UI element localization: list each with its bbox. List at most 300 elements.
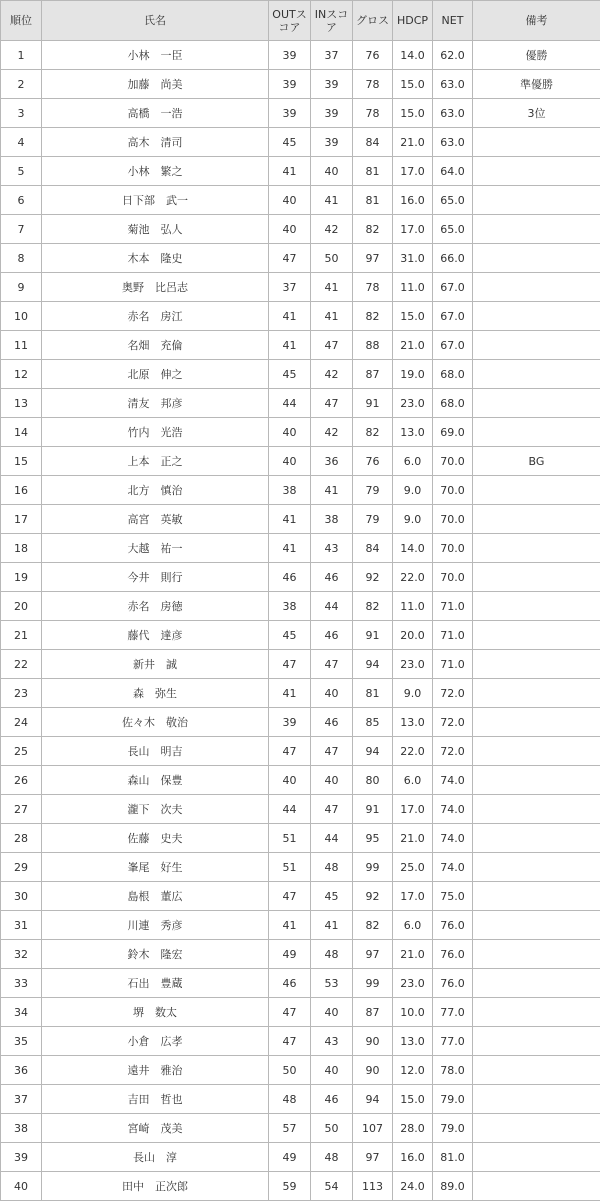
cell-name: 吉田 哲也: [42, 1085, 269, 1114]
cell-rank: 2: [1, 70, 42, 99]
cell-net: 76.0: [433, 940, 473, 969]
cell-out-score: 38: [269, 476, 311, 505]
cell-in-score: 43: [311, 534, 353, 563]
cell-in-score: 46: [311, 1085, 353, 1114]
cell-hdcp: 21.0: [393, 331, 433, 360]
cell-name: 瀧下 次夫: [42, 795, 269, 824]
cell-hdcp: 21.0: [393, 940, 433, 969]
cell-net: 66.0: [433, 244, 473, 273]
table-row: [1, 563, 600, 592]
cell-note: 優勝: [473, 41, 600, 70]
table-row: [1, 766, 600, 795]
cell-rank: 33: [1, 969, 42, 998]
cell-rank: 17: [1, 505, 42, 534]
cell-rank: 27: [1, 795, 42, 824]
cell-net: 76.0: [433, 911, 473, 940]
cell-out-score: 50: [269, 1056, 311, 1085]
cell-note: [473, 244, 600, 273]
cell-rank: 34: [1, 998, 42, 1027]
cell-gross: 90: [353, 1027, 393, 1056]
cell-rank: 25: [1, 737, 42, 766]
table-row: [1, 244, 600, 273]
cell-net: 65.0: [433, 215, 473, 244]
cell-note: [473, 389, 600, 418]
cell-in-score: 47: [311, 737, 353, 766]
header-note: 備考: [473, 1, 600, 41]
cell-in-score: 47: [311, 389, 353, 418]
cell-rank: 28: [1, 824, 42, 853]
cell-net: 63.0: [433, 99, 473, 128]
cell-gross: 90: [353, 1056, 393, 1085]
cell-note: [473, 215, 600, 244]
cell-net: 69.0: [433, 418, 473, 447]
cell-net: 63.0: [433, 128, 473, 157]
cell-rank: 8: [1, 244, 42, 273]
cell-note: [473, 534, 600, 563]
cell-net: 62.0: [433, 41, 473, 70]
cell-rank: 22: [1, 650, 42, 679]
cell-name: 赤名 房江: [42, 302, 269, 331]
header-row: [1, 1, 600, 41]
table-row: [1, 592, 600, 621]
cell-name: 日下部 武一: [42, 186, 269, 215]
cell-hdcp: 17.0: [393, 795, 433, 824]
cell-rank: 13: [1, 389, 42, 418]
cell-note: [473, 418, 600, 447]
cell-net: 67.0: [433, 302, 473, 331]
cell-name: 高橋 一浩: [42, 99, 269, 128]
cell-name: 石出 豊蔵: [42, 969, 269, 998]
cell-hdcp: 20.0: [393, 621, 433, 650]
table-row: [1, 1056, 600, 1085]
cell-hdcp: 15.0: [393, 99, 433, 128]
cell-gross: 94: [353, 650, 393, 679]
cell-in-score: 46: [311, 563, 353, 592]
cell-in-score: 42: [311, 215, 353, 244]
cell-hdcp: 22.0: [393, 563, 433, 592]
cell-name: 赤名 房徳: [42, 592, 269, 621]
cell-name: 田中 正次郎: [42, 1172, 269, 1201]
cell-rank: 37: [1, 1085, 42, 1114]
cell-in-score: 47: [311, 650, 353, 679]
table-row: [1, 389, 600, 418]
cell-out-score: 39: [269, 41, 311, 70]
cell-in-score: 36: [311, 447, 353, 476]
cell-gross: 82: [353, 911, 393, 940]
cell-out-score: 40: [269, 766, 311, 795]
cell-note: [473, 679, 600, 708]
cell-gross: 87: [353, 360, 393, 389]
cell-note: [473, 1056, 600, 1085]
cell-note: 準優勝: [473, 70, 600, 99]
cell-in-score: 41: [311, 302, 353, 331]
cell-rank: 39: [1, 1143, 42, 1172]
cell-note: [473, 853, 600, 882]
cell-rank: 20: [1, 592, 42, 621]
cell-rank: 1: [1, 41, 42, 70]
table-row: [1, 215, 600, 244]
cell-net: 72.0: [433, 708, 473, 737]
cell-gross: 92: [353, 563, 393, 592]
header-gross: グロス: [353, 1, 393, 41]
cell-hdcp: 17.0: [393, 882, 433, 911]
cell-gross: 88: [353, 331, 393, 360]
cell-name: 長山 明吉: [42, 737, 269, 766]
cell-rank: 7: [1, 215, 42, 244]
cell-net: 70.0: [433, 534, 473, 563]
cell-rank: 18: [1, 534, 42, 563]
cell-gross: 91: [353, 621, 393, 650]
cell-note: [473, 940, 600, 969]
cell-in-score: 40: [311, 1056, 353, 1085]
cell-hdcp: 6.0: [393, 447, 433, 476]
cell-hdcp: 15.0: [393, 1085, 433, 1114]
cell-note: [473, 360, 600, 389]
cell-in-score: 42: [311, 418, 353, 447]
cell-gross: 82: [353, 215, 393, 244]
cell-out-score: 41: [269, 331, 311, 360]
cell-gross: 92: [353, 882, 393, 911]
cell-net: 63.0: [433, 70, 473, 99]
cell-name: 奥野 比呂志: [42, 273, 269, 302]
cell-note: [473, 505, 600, 534]
cell-net: 72.0: [433, 679, 473, 708]
cell-note: [473, 331, 600, 360]
cell-in-score: 39: [311, 70, 353, 99]
cell-note: [473, 592, 600, 621]
cell-name: 佐藤 史夫: [42, 824, 269, 853]
cell-gross: 79: [353, 505, 393, 534]
table-row: [1, 650, 600, 679]
cell-gross: 82: [353, 418, 393, 447]
cell-note: [473, 737, 600, 766]
cell-net: 70.0: [433, 563, 473, 592]
cell-net: 81.0: [433, 1143, 473, 1172]
cell-note: [473, 1114, 600, 1143]
cell-out-score: 59: [269, 1172, 311, 1201]
cell-note: [473, 911, 600, 940]
cell-net: 68.0: [433, 360, 473, 389]
cell-hdcp: 24.0: [393, 1172, 433, 1201]
cell-net: 74.0: [433, 824, 473, 853]
cell-gross: 82: [353, 302, 393, 331]
header-net: NET: [433, 1, 473, 41]
cell-net: 74.0: [433, 766, 473, 795]
cell-name: 堺 数太: [42, 998, 269, 1027]
table-row: [1, 41, 600, 70]
cell-out-score: 40: [269, 418, 311, 447]
cell-out-score: 41: [269, 302, 311, 331]
cell-rank: 32: [1, 940, 42, 969]
cell-in-score: 40: [311, 766, 353, 795]
cell-out-score: 57: [269, 1114, 311, 1143]
cell-in-score: 46: [311, 708, 353, 737]
table-row: [1, 621, 600, 650]
cell-net: 78.0: [433, 1056, 473, 1085]
cell-in-score: 41: [311, 911, 353, 940]
cell-net: 89.0: [433, 1172, 473, 1201]
cell-gross: 84: [353, 534, 393, 563]
cell-out-score: 45: [269, 360, 311, 389]
cell-net: 76.0: [433, 969, 473, 998]
cell-hdcp: 22.0: [393, 737, 433, 766]
cell-out-score: 45: [269, 621, 311, 650]
cell-note: [473, 708, 600, 737]
table-row: [1, 679, 600, 708]
cell-gross: 76: [353, 447, 393, 476]
cell-in-score: 41: [311, 273, 353, 302]
table-row: [1, 157, 600, 186]
cell-rank: 19: [1, 563, 42, 592]
cell-hdcp: 23.0: [393, 650, 433, 679]
cell-rank: 40: [1, 1172, 42, 1201]
cell-in-score: 42: [311, 360, 353, 389]
cell-rank: 10: [1, 302, 42, 331]
cell-rank: 11: [1, 331, 42, 360]
cell-gross: 94: [353, 737, 393, 766]
cell-gross: 81: [353, 679, 393, 708]
cell-note: [473, 998, 600, 1027]
cell-gross: 81: [353, 157, 393, 186]
cell-in-score: 44: [311, 824, 353, 853]
cell-hdcp: 17.0: [393, 157, 433, 186]
cell-rank: 23: [1, 679, 42, 708]
cell-net: 79.0: [433, 1085, 473, 1114]
cell-hdcp: 28.0: [393, 1114, 433, 1143]
cell-in-score: 46: [311, 621, 353, 650]
cell-note: [473, 563, 600, 592]
table-row: [1, 418, 600, 447]
cell-out-score: 47: [269, 650, 311, 679]
cell-net: 72.0: [433, 737, 473, 766]
cell-in-score: 40: [311, 998, 353, 1027]
cell-gross: 99: [353, 969, 393, 998]
cell-in-score: 48: [311, 1143, 353, 1172]
table-row: [1, 853, 600, 882]
cell-name: 木本 隆史: [42, 244, 269, 273]
cell-hdcp: 13.0: [393, 1027, 433, 1056]
cell-hdcp: 13.0: [393, 708, 433, 737]
cell-hdcp: 16.0: [393, 1143, 433, 1172]
table-row: [1, 447, 600, 476]
cell-in-score: 38: [311, 505, 353, 534]
cell-note: [473, 621, 600, 650]
cell-net: 77.0: [433, 1027, 473, 1056]
cell-out-score: 48: [269, 1085, 311, 1114]
table-row: [1, 1114, 600, 1143]
cell-out-score: 41: [269, 534, 311, 563]
cell-name: 鈴木 隆宏: [42, 940, 269, 969]
cell-net: 70.0: [433, 476, 473, 505]
cell-gross: 78: [353, 273, 393, 302]
cell-rank: 31: [1, 911, 42, 940]
table-row: [1, 186, 600, 215]
cell-net: 77.0: [433, 998, 473, 1027]
cell-rank: 12: [1, 360, 42, 389]
cell-out-score: 39: [269, 708, 311, 737]
cell-hdcp: 16.0: [393, 186, 433, 215]
cell-in-score: 50: [311, 244, 353, 273]
cell-name: 峯尾 好生: [42, 853, 269, 882]
cell-out-score: 47: [269, 998, 311, 1027]
table-row: [1, 476, 600, 505]
cell-gross: 99: [353, 853, 393, 882]
cell-rank: 24: [1, 708, 42, 737]
table-row: [1, 737, 600, 766]
cell-in-score: 39: [311, 99, 353, 128]
cell-hdcp: 11.0: [393, 592, 433, 621]
cell-hdcp: 9.0: [393, 505, 433, 534]
cell-net: 64.0: [433, 157, 473, 186]
cell-out-score: 40: [269, 186, 311, 215]
table-row: [1, 998, 600, 1027]
table-row: [1, 969, 600, 998]
cell-name: 森 弥生: [42, 679, 269, 708]
cell-net: 70.0: [433, 505, 473, 534]
table-row: [1, 302, 600, 331]
cell-note: [473, 795, 600, 824]
cell-name: 長山 淳: [42, 1143, 269, 1172]
header-hdcp: HDCP: [393, 1, 433, 41]
cell-note: [473, 302, 600, 331]
cell-hdcp: 10.0: [393, 998, 433, 1027]
cell-name: 新井 誠: [42, 650, 269, 679]
header-name: 氏名: [42, 1, 269, 41]
cell-out-score: 41: [269, 505, 311, 534]
cell-name: 北原 伸之: [42, 360, 269, 389]
cell-net: 67.0: [433, 331, 473, 360]
header-in-score: INスコア: [311, 1, 353, 41]
cell-rank: 15: [1, 447, 42, 476]
cell-note: [473, 1027, 600, 1056]
header-rank: 順位: [1, 1, 42, 41]
cell-name: 川連 秀彦: [42, 911, 269, 940]
cell-name: 竹内 光浩: [42, 418, 269, 447]
cell-gross: 82: [353, 592, 393, 621]
cell-hdcp: 14.0: [393, 534, 433, 563]
cell-in-score: 37: [311, 41, 353, 70]
cell-net: 71.0: [433, 592, 473, 621]
cell-hdcp: 21.0: [393, 824, 433, 853]
cell-name: 清友 邦彦: [42, 389, 269, 418]
cell-gross: 95: [353, 824, 393, 853]
cell-hdcp: 15.0: [393, 70, 433, 99]
cell-name: 藤代 達彦: [42, 621, 269, 650]
cell-gross: 76: [353, 41, 393, 70]
cell-gross: 91: [353, 389, 393, 418]
cell-net: 65.0: [433, 186, 473, 215]
cell-out-score: 47: [269, 1027, 311, 1056]
cell-note: 3位: [473, 99, 600, 128]
cell-note: [473, 766, 600, 795]
cell-rank: 38: [1, 1114, 42, 1143]
cell-net: 68.0: [433, 389, 473, 418]
cell-in-score: 44: [311, 592, 353, 621]
cell-rank: 9: [1, 273, 42, 302]
cell-rank: 29: [1, 853, 42, 882]
cell-rank: 3: [1, 99, 42, 128]
cell-hdcp: 17.0: [393, 215, 433, 244]
header-out-score: OUTスコア: [269, 1, 311, 41]
cell-hdcp: 19.0: [393, 360, 433, 389]
cell-out-score: 40: [269, 447, 311, 476]
cell-note: [473, 186, 600, 215]
cell-in-score: 41: [311, 186, 353, 215]
cell-name: 上本 正之: [42, 447, 269, 476]
cell-name: 加藤 尚美: [42, 70, 269, 99]
cell-gross: 107: [353, 1114, 393, 1143]
cell-out-score: 51: [269, 853, 311, 882]
results-table-body: [1, 41, 600, 1201]
cell-rank: 35: [1, 1027, 42, 1056]
cell-note: [473, 1172, 600, 1201]
cell-rank: 26: [1, 766, 42, 795]
cell-net: 74.0: [433, 853, 473, 882]
cell-hdcp: 12.0: [393, 1056, 433, 1085]
table-row: [1, 1143, 600, 1172]
cell-name: 大越 祐一: [42, 534, 269, 563]
cell-note: [473, 650, 600, 679]
cell-out-score: 41: [269, 911, 311, 940]
cell-hdcp: 23.0: [393, 389, 433, 418]
cell-rank: 5: [1, 157, 42, 186]
cell-name: 遠井 雅治: [42, 1056, 269, 1085]
table-row: [1, 795, 600, 824]
cell-hdcp: 14.0: [393, 41, 433, 70]
cell-in-score: 40: [311, 157, 353, 186]
table-row: [1, 708, 600, 737]
cell-hdcp: 11.0: [393, 273, 433, 302]
cell-name: 菊池 弘人: [42, 215, 269, 244]
cell-in-score: 50: [311, 1114, 353, 1143]
cell-rank: 14: [1, 418, 42, 447]
cell-name: 島根 董広: [42, 882, 269, 911]
cell-out-score: 37: [269, 273, 311, 302]
cell-hdcp: 23.0: [393, 969, 433, 998]
cell-note: [473, 273, 600, 302]
cell-rank: 36: [1, 1056, 42, 1085]
results-table-header: [1, 1, 600, 41]
table-row: [1, 1027, 600, 1056]
cell-in-score: 53: [311, 969, 353, 998]
table-row: [1, 940, 600, 969]
cell-in-score: 48: [311, 853, 353, 882]
cell-rank: 21: [1, 621, 42, 650]
cell-hdcp: 6.0: [393, 766, 433, 795]
table-row: [1, 882, 600, 911]
cell-out-score: 47: [269, 737, 311, 766]
cell-in-score: 40: [311, 679, 353, 708]
cell-name: 小林 繁之: [42, 157, 269, 186]
cell-gross: 94: [353, 1085, 393, 1114]
cell-out-score: 47: [269, 244, 311, 273]
cell-note: [473, 128, 600, 157]
cell-out-score: 44: [269, 795, 311, 824]
cell-out-score: 46: [269, 969, 311, 998]
cell-note: [473, 1143, 600, 1172]
cell-out-score: 47: [269, 882, 311, 911]
cell-net: 71.0: [433, 621, 473, 650]
cell-out-score: 38: [269, 592, 311, 621]
table-row: [1, 1172, 600, 1201]
cell-note: [473, 882, 600, 911]
cell-in-score: 48: [311, 940, 353, 969]
cell-out-score: 49: [269, 940, 311, 969]
cell-gross: 80: [353, 766, 393, 795]
cell-hdcp: 25.0: [393, 853, 433, 882]
table-row: [1, 273, 600, 302]
cell-gross: 78: [353, 70, 393, 99]
